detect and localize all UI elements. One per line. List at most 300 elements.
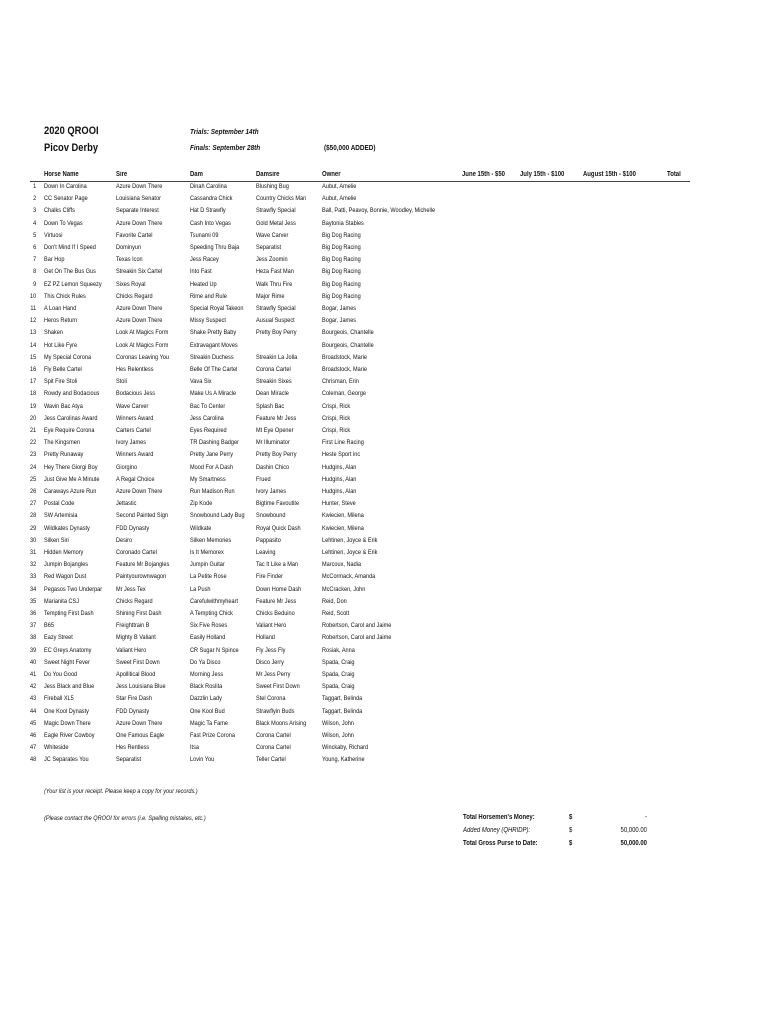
owner-name: Crispi, Rick <box>322 402 351 410</box>
horse-name: Tempting First Dash <box>44 610 94 617</box>
entry-number: 15 <box>29 353 37 361</box>
owner-name: Ball, Patti, Peavoy, Bonnie, Woodley, Michelle <box>322 207 436 215</box>
damsire-name: Separatist <box>256 244 282 251</box>
sire-name: Hes Relentless <box>116 366 154 373</box>
horse-name: Shaken <box>44 329 63 337</box>
dam-name: Tsunami 09 <box>190 231 219 239</box>
damsire-name: Corona Cartel <box>256 366 291 373</box>
owner-name: Wilson, John <box>322 719 354 727</box>
entry-number: 3 <box>33 207 37 215</box>
sire-name: Azure Down There <box>116 317 163 325</box>
damsire-name: Streakin La Jolla <box>256 353 298 361</box>
damsire-name: Country Chicks Man <box>256 195 307 203</box>
entry-number: 6 <box>33 244 37 251</box>
entry-number: 44 <box>29 707 37 715</box>
dam-name: Jumpin Guitar <box>190 561 225 569</box>
dam-name: Snowbound Lady Bug <box>190 512 245 520</box>
horse-name: Chalks Cliffs <box>44 207 75 215</box>
sire-name: Favorite Cartel <box>116 231 153 239</box>
entry-number: 31 <box>29 549 37 556</box>
damsire-name: Dean Miracle <box>256 390 289 398</box>
sire-name: Azure Down There <box>116 305 163 312</box>
damsire-name: Feature Mr Jess <box>256 597 297 605</box>
entry-number: 45 <box>29 719 37 727</box>
sire-name: Giorgino <box>116 463 138 471</box>
owner-name: Big Dog Racing <box>322 231 361 239</box>
damsire-name: Corona Cartel <box>256 744 291 752</box>
dam-name: Six Five Roses <box>190 622 228 630</box>
horse-name: My Special Corona <box>44 353 92 361</box>
entry-number: 23 <box>29 451 37 459</box>
sire-name: Freighttrain B <box>116 622 150 630</box>
sire-name: Carters Cartel <box>116 427 151 434</box>
dam-name: Cassandra Chick <box>190 195 233 203</box>
horse-name: Don't Mind If I Speed <box>44 244 96 251</box>
horse-name: The Kingsmen <box>44 439 80 447</box>
dam-name: Into Fast <box>190 268 212 276</box>
dam-name: My Smartness <box>190 475 226 483</box>
dam-name: Lovin You <box>190 756 215 764</box>
dam-name: Black Roslita <box>190 683 223 691</box>
col-header-damsire: Damsire <box>256 171 280 178</box>
damsire-name: Bigtime Favoutite <box>256 500 300 508</box>
dam-name: Mood For A Dash <box>190 463 234 471</box>
horse-name: Silken Siri <box>44 536 69 544</box>
entry-number: 48 <box>29 756 37 764</box>
owner-name: Hunter, Steve <box>322 500 356 508</box>
dam-name: CR Sugar N Spince <box>190 646 239 654</box>
damsire-name: Frued <box>256 475 271 483</box>
sire-name: Bodacious Jess <box>116 390 156 398</box>
owner-name: Big Dog Racing <box>322 292 361 300</box>
horse-name: Bar Hop <box>44 256 65 264</box>
dam-name: Speeding Thru Baja <box>190 244 240 251</box>
dam-name: Zip Kode <box>190 500 213 508</box>
horse-name: Down In Carolina <box>44 183 87 190</box>
dam-name: Carefulwithmyheart <box>190 597 239 605</box>
sire-name: Jess Louisiana Blue <box>116 683 166 691</box>
entry-number: 37 <box>29 622 37 630</box>
entry-number: 27 <box>29 500 37 508</box>
dam-name: Run Madison Run <box>190 488 235 495</box>
horse-name: Magic Down There <box>44 719 91 727</box>
dam-name: Fast Prize Corona <box>190 732 235 739</box>
sire-name: Texas Icon <box>116 256 143 264</box>
dam-name: Cash Into Vegas <box>190 219 231 227</box>
owner-name: Taggart, Belinda <box>322 707 363 715</box>
damsire-name: Blushing Bug <box>256 183 289 190</box>
col-header-august: August 15th - $100 <box>583 171 636 178</box>
horse-name: Pegasos Two Underpar <box>44 585 103 593</box>
damsire-name: Chicks Beduino <box>256 610 295 617</box>
dam-name: Extravagant Moves <box>190 341 238 349</box>
sire-name: Second Painted Sign <box>116 512 169 520</box>
sire-name: Chicks Regard <box>116 597 153 605</box>
damsire-name: Stel Corona <box>256 695 286 703</box>
owner-name: Taggart, Belinda <box>322 695 363 703</box>
dam-name: La Petite Rose <box>190 573 227 581</box>
dam-name: Morning Jess <box>190 671 224 678</box>
owner-name: Reid, Scott <box>322 610 350 617</box>
damsire-name: Pretty Boy Perry <box>256 451 297 459</box>
entry-number: 30 <box>29 536 37 544</box>
damsire-name: Streakin Sixes <box>256 378 292 386</box>
damsire-name: Teller Cartel <box>256 756 286 764</box>
sire-name: Chicks Regard <box>116 292 153 300</box>
owner-name: Aubut, Amelie <box>322 183 357 190</box>
owner-name: Aubut, Amelie <box>322 195 357 203</box>
entry-number: 40 <box>29 658 37 666</box>
owner-name: Crispi, Rick <box>322 427 351 434</box>
owner-name: Bourgeois, Chantelle <box>322 341 374 349</box>
entry-number: 42 <box>29 683 37 691</box>
horsemens-money-currency: $ <box>569 814 573 821</box>
damsire-name: Heza Fast Man <box>256 268 294 276</box>
damsire-name: Sweet First Down <box>256 683 300 691</box>
damsire-name: Major Rime <box>256 292 285 300</box>
entry-number: 38 <box>29 634 37 642</box>
horse-name: SW Artemisia <box>44 512 78 520</box>
owner-name: Robertson, Carol and Jaime <box>322 634 392 642</box>
sire-name: Coronas Leaving You <box>116 353 169 361</box>
dam-name: Itsa <box>190 744 199 752</box>
sire-name: Coronado Cartel <box>116 549 157 556</box>
col-header-june: June 15th - $50 <box>462 171 505 178</box>
sire-name: Apollitical Blood <box>116 671 156 678</box>
finals-date: Finals: September 28th <box>190 143 261 152</box>
added-money-banner: ($50,000 ADDED) <box>324 143 376 152</box>
added-money-label: Added Money (QHRIDP): <box>463 827 531 834</box>
horse-name: Red Wagon Dust <box>44 573 87 581</box>
damsire-name: Holland <box>256 634 275 642</box>
damsire-name: Strawflyin Buds <box>256 707 295 715</box>
owner-name: Winckaby, Richard <box>322 744 369 752</box>
damsire-name: Royal Quick Dash <box>256 524 301 532</box>
document-title: 2020 QROOI <box>44 125 99 137</box>
entry-number: 11 <box>30 305 37 312</box>
dam-name: Vava Six <box>190 378 212 386</box>
owner-name: Lehtinen, Joyce & Erik <box>322 549 378 556</box>
owner-name: Rosiak, Anna <box>322 646 355 654</box>
damsire-name: Black Moons Arising <box>256 719 307 727</box>
sire-name: Azure Down There <box>116 488 163 495</box>
damsire-name: Fire Finder <box>256 573 283 581</box>
entry-number: 16 <box>29 366 37 373</box>
dam-name: One Kool Bud <box>190 707 225 715</box>
owner-name: Spada, Craig <box>322 683 355 691</box>
owner-name: Hudgins, Alan <box>322 488 357 495</box>
sire-name: Stoli <box>116 378 127 386</box>
sire-name: Shining First Dash <box>116 610 162 617</box>
entry-number: 10 <box>29 292 37 300</box>
damsire-name: Valiant Hero <box>256 622 287 630</box>
header-divider <box>30 181 690 182</box>
owner-name: Broadstock, Marie <box>322 353 367 361</box>
horse-name: JC Separates You <box>44 756 89 764</box>
sire-name: Look At Magics Form <box>116 341 169 349</box>
owner-name: Crispi, Rick <box>322 414 351 422</box>
col-header-total: Total <box>667 171 681 178</box>
entry-number: 26 <box>29 488 37 495</box>
horse-name: Eagle River Cowboy <box>44 732 95 739</box>
damsire-name: Strawfly Special <box>256 207 296 215</box>
entry-number: 18 <box>29 390 37 398</box>
sire-name: Louisiana Senator <box>116 195 161 203</box>
col-header-july: July 15th - $100 <box>520 171 565 178</box>
entry-number: 29 <box>29 524 37 532</box>
entry-number: 46 <box>29 732 37 739</box>
added-money-value: 50,000.00 <box>620 827 647 834</box>
owner-name: First Line Racing <box>322 439 364 447</box>
sire-name: Separate Interest <box>116 207 159 215</box>
dam-name: Belle Of The Cartel <box>190 366 238 373</box>
entry-number: 33 <box>29 573 37 581</box>
horse-name: Marianita CSJ <box>44 597 80 605</box>
sire-name: Azure Down There <box>116 719 163 727</box>
dam-name: Streakin Duchess <box>190 353 234 361</box>
dam-name: Easily Holland <box>190 634 226 642</box>
dam-name: A Tempting Chick <box>190 610 233 617</box>
damsire-name: Strawfly Special <box>256 305 296 312</box>
owner-name: McCormack, Amanda <box>322 573 376 581</box>
horse-name: B65 <box>44 622 54 630</box>
dam-name: Silken Memories <box>190 536 232 544</box>
sire-name: Streakin Six Cartel <box>116 268 163 276</box>
dam-name: Special Royal Takeon <box>190 305 244 312</box>
dam-name: Do Ya Disco <box>190 658 221 666</box>
horse-name: Sweet Night Fever <box>44 658 90 666</box>
owner-name: Young, Katherine <box>322 756 365 764</box>
dam-name: Magic Ta Fame <box>190 719 229 727</box>
owner-name: Wilson, John <box>322 732 354 739</box>
sire-name: Azure Down There <box>116 219 163 227</box>
owner-name: Hudgins, Alan <box>322 475 357 483</box>
sire-name: Winners Award <box>116 414 154 422</box>
sire-name: Look At Magics Form <box>116 329 169 337</box>
entry-number: 9 <box>33 280 37 288</box>
damsire-name: Ausual Suspect <box>256 317 295 325</box>
dam-name: Hat D Strawfly <box>190 207 226 215</box>
damsire-name: Snowbound <box>256 512 286 520</box>
sire-name: Sixes Royal <box>116 280 146 288</box>
owner-name: Broadstock, Marie <box>322 366 367 373</box>
entry-number: 35 <box>29 597 37 605</box>
horse-name: Spit Fire Stoli <box>44 378 78 386</box>
owner-name: Bogar, James <box>322 305 357 312</box>
entry-number: 41 <box>29 671 37 678</box>
horse-name: Just Give Me A Minute <box>44 475 100 483</box>
sire-name: Separatist <box>116 756 142 764</box>
damsire-name: Pappasito <box>256 536 281 544</box>
sire-name: Hes Rentless <box>116 744 150 752</box>
entry-number: 20 <box>29 414 37 422</box>
entry-number: 2 <box>33 195 37 203</box>
dam-name: Dinah Carolina <box>190 183 227 190</box>
gross-purse-label: Total Gross Purse to Date: <box>463 840 538 847</box>
damsire-name: Down Home Dash <box>256 585 302 593</box>
sire-name: FDD Dynasty <box>116 524 150 532</box>
sire-name: Winners Award <box>116 451 154 459</box>
owner-name: Spada, Craig <box>322 658 355 666</box>
horse-name: One Kool Dynasty <box>44 707 89 715</box>
sire-name: Dominyun <box>116 244 142 251</box>
horse-name: Heros Return <box>44 317 78 325</box>
entry-number: 7 <box>33 256 37 264</box>
damsire-name: Pretty Boy Perry <box>256 329 297 337</box>
sire-name: FDD Dynasty <box>116 707 150 715</box>
dam-name: Heated Up <box>190 280 217 288</box>
dam-name: Eyes Required <box>190 427 227 434</box>
entry-number: 28 <box>29 512 37 520</box>
horse-name: Fly Belle Cartel <box>44 366 82 373</box>
dam-name: Bac To Center <box>190 402 226 410</box>
horse-name: This Chick Rules <box>44 292 86 300</box>
owner-name: Big Dog Racing <box>322 244 361 251</box>
owner-name: Big Dog Racing <box>322 268 361 276</box>
owner-name: Bogar, James <box>322 317 357 325</box>
dam-name: Is It Memorex <box>190 549 224 556</box>
horse-name: Postal Code <box>44 500 75 508</box>
damsire-name: Leaving <box>256 549 276 556</box>
horse-name: Whiteside <box>44 744 69 752</box>
sire-name: Mighty B Valiant <box>116 634 156 642</box>
sire-name: Desiro <box>116 536 133 544</box>
dam-name: Pretty Jane Perry <box>190 451 234 459</box>
owner-name: Big Dog Racing <box>322 280 361 288</box>
owner-name: Robertson, Carol and Jaime <box>322 622 392 630</box>
damsire-name: Tac It Like a Man <box>256 561 299 569</box>
col-header-sire: Sire <box>116 171 128 178</box>
entry-number: 34 <box>29 585 37 593</box>
damsire-name: Ivory James <box>256 488 287 495</box>
col-header-owner: Owner <box>322 171 341 178</box>
sire-name: Star Fire Dash <box>116 695 152 703</box>
sire-name: A Regal Choice <box>116 475 155 483</box>
horse-name: EC Greys Anatomy <box>44 646 92 654</box>
damsire-name: Splash Bac <box>256 402 285 410</box>
gross-purse-value: 50,000.00 <box>620 840 647 847</box>
entry-number: 17 <box>29 378 37 386</box>
owner-name: McCracken, John <box>322 585 366 593</box>
damsire-name: Wave Carver <box>256 231 289 239</box>
owner-name: Big Dog Racing <box>322 256 361 264</box>
horse-name: Jumpin Bojangles <box>44 561 88 569</box>
damsire-name: Disco Jerry <box>256 658 284 666</box>
owner-name: Reid, Don <box>322 597 347 605</box>
horse-name: Pretty Runaway <box>44 451 84 459</box>
dam-name: Jess Racey <box>190 256 219 264</box>
horse-name: Wavin Bac Atya <box>44 402 83 410</box>
owner-name: Hudgins, Alan <box>322 463 357 471</box>
entry-number: 12 <box>29 317 37 325</box>
owner-name: Marcoux, Nadia <box>322 561 362 569</box>
horse-name: Caraways Azure Run <box>44 488 97 495</box>
sire-name: Valiant Hero <box>116 646 147 654</box>
added-money-currency: $ <box>569 827 573 834</box>
dam-name: Rime and Rule <box>190 292 227 300</box>
entry-number: 13 <box>29 329 37 337</box>
entry-number: 25 <box>29 475 37 483</box>
sire-name: Paintyourownwagon <box>116 573 167 581</box>
damsire-name: Jess Zoomin <box>256 256 288 264</box>
owner-name: Chrisman, Erin <box>322 378 359 386</box>
horse-name: Hot Like Fyre <box>44 341 78 349</box>
entry-number: 21 <box>29 427 37 434</box>
horse-name: Do You Good <box>44 671 78 678</box>
horse-name: Eye Require Corona <box>44 427 95 434</box>
horse-name: CC Senator Page <box>44 195 88 203</box>
owner-name: Spada, Craig <box>322 671 355 678</box>
sire-name: Jettastic <box>116 500 137 508</box>
dam-name: La Push <box>190 585 211 593</box>
damsire-name: Mr Jess Perry <box>256 671 291 678</box>
damsire-name: Corona Cartel <box>256 732 291 739</box>
damsire-name: Fly Jess Fly <box>256 646 286 654</box>
entry-number: 8 <box>33 268 37 276</box>
entry-number: 22 <box>29 439 37 447</box>
entry-number: 5 <box>33 231 37 239</box>
dam-name: Make Us A Miracle <box>190 390 237 398</box>
horse-name: A Loan Hand <box>44 305 77 312</box>
entry-number: 47 <box>29 744 37 752</box>
horse-name: Jess Carolinas Award <box>44 414 98 422</box>
sire-name: Azure Down There <box>116 183 163 190</box>
damsire-name: Mr Illuminator <box>256 439 290 447</box>
trials-date: Trials: September 14th <box>190 127 259 136</box>
damsire-name: Gold Metal Jess <box>256 219 296 227</box>
damsire-name: Feature Mr Jess <box>256 414 297 422</box>
receipt-note: (Your list is your receipt. Please keep a copy for your records.) <box>44 788 198 795</box>
owner-name: Lehtinen, Joyce & Erik <box>322 536 378 544</box>
horse-name: Fireball XL5 <box>44 695 74 703</box>
damsire-name: Mt Eye Opener <box>256 427 294 434</box>
horse-name: Hey There Giorgi Boy <box>44 463 98 471</box>
horse-name: Down To Vegas <box>44 219 83 227</box>
dam-name: TR Dashing Badger <box>190 439 239 447</box>
horsemens-money-label: Total Horsemen's Money: <box>463 814 535 821</box>
entry-number: 1 <box>33 183 37 190</box>
sire-name: Wave Carver <box>116 402 149 410</box>
horse-name: Rowdy and Bodacious <box>44 390 100 398</box>
dam-name: Shake Pretty Baby <box>190 329 237 337</box>
owner-name: Coleman, George <box>322 390 366 398</box>
sire-name: Feature Mr Bojangles <box>116 561 170 569</box>
owner-name: Baytonia Stables <box>322 219 364 227</box>
damsire-name: Dashin Chico <box>256 463 290 471</box>
entry-number: 39 <box>29 646 37 654</box>
horse-name: Hidden Memory <box>44 549 84 556</box>
horse-name: Get On The Bus Gus <box>44 268 96 276</box>
race-name: Picov Derby <box>44 142 99 154</box>
entry-number: 36 <box>29 610 37 617</box>
sire-name: Mr Jess Tex <box>116 585 146 593</box>
owner-name: Kwiecien, Milena <box>322 512 364 520</box>
owner-name: Kwiecien, Milena <box>322 524 364 532</box>
owner-name: Bourgeois, Chantelle <box>322 329 374 337</box>
horsemens-money-value: - <box>645 814 647 821</box>
col-header-horse: Horse Name <box>44 171 79 178</box>
dam-name: Missy Suspect <box>190 317 226 325</box>
gross-purse-currency: $ <box>569 840 573 847</box>
sire-name: Sweet First Down <box>116 658 160 666</box>
contact-note: (Please contact the QROOI for errors (i.e. Spelling mistakes, etc.) <box>44 815 206 822</box>
horse-name: Jess Black and Blue <box>44 683 95 691</box>
entry-number: 43 <box>29 695 37 703</box>
damsire-name: Walk Thru Fire <box>256 280 293 288</box>
horse-name: Wildkates Dynasty <box>44 524 90 532</box>
owner-name: Heste Sport inc <box>322 451 361 459</box>
entry-number: 32 <box>29 561 37 569</box>
